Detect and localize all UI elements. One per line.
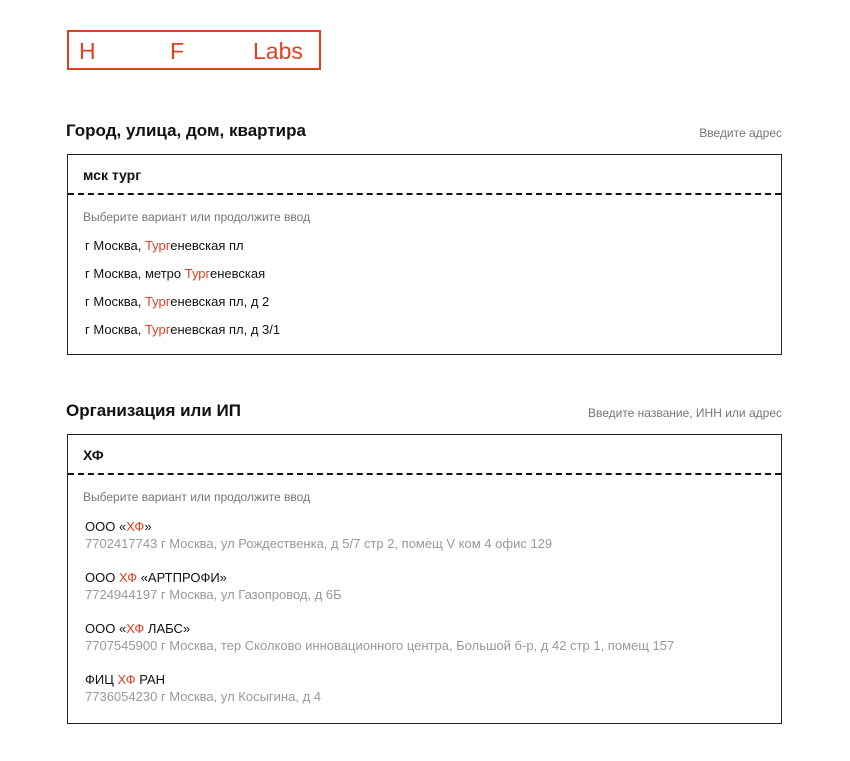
logo-letter-f: F <box>170 38 185 64</box>
party-suggestions-list <box>68 475 781 723</box>
address-suggestion[interactable] <box>83 316 766 344</box>
address-hint: Введите адрес <box>699 126 782 140</box>
suggestion-prefix: г Москва, <box>85 322 145 337</box>
party-name-suffix: «АРТПРОФИ» <box>137 570 227 585</box>
party-details: 7724944197 г Москва, ул Газопровод, д 6Б <box>85 587 342 602</box>
party-name-suffix: ЛАБС» <box>144 621 191 636</box>
suggestion-match: Тург <box>144 294 171 309</box>
party-suggestion[interactable] <box>83 616 766 660</box>
address-input[interactable] <box>68 155 781 193</box>
address-list-hint: Выберите вариант или продолжите ввод <box>83 210 311 224</box>
party-name-prefix: ООО <box>85 570 119 585</box>
logo-letter-h: H <box>79 38 96 64</box>
party-suggestion[interactable] <box>83 514 766 558</box>
address-suggestion[interactable] <box>83 260 766 288</box>
hf-labs-logo <box>67 30 321 70</box>
party-input[interactable] <box>68 435 781 473</box>
suggestion-suffix: еневская <box>210 266 266 281</box>
suggestion-match: Тург <box>144 238 171 253</box>
party-suggestion[interactable] <box>83 565 766 609</box>
party-details: 7702417743 г Москва, ул Рождественка, д 5/7 стр 2, помещ V ком 4 офис 129 <box>85 536 553 551</box>
party-name-match: ХФ <box>126 621 145 636</box>
party-hint: Введите название, ИНН или адрес <box>587 406 782 420</box>
party-section-title: Организация или ИП <box>66 401 241 420</box>
party-suggestions-box <box>67 434 782 724</box>
suggestion-suffix: еневская пл <box>170 238 244 253</box>
party-details: 7736054230 г Москва, ул Косыгина, д 4 <box>85 689 321 704</box>
suggestion-prefix: г Москва, метро <box>85 266 185 281</box>
party-name <box>85 671 764 688</box>
suggestion-suffix: еневская пл, д 3/1 <box>170 322 281 337</box>
party-name-prefix: ООО « <box>85 519 127 534</box>
suggestion-match: Тург <box>184 266 210 281</box>
suggestion-suffix: еневская пл, д 2 <box>170 294 270 309</box>
party-name-suffix: РАН <box>135 672 166 687</box>
party-input-value[interactable]: ХФ <box>83 447 104 463</box>
party-name-prefix: ООО « <box>85 621 127 636</box>
address-suggestions-list <box>68 195 781 354</box>
address-section-title: Город, улица, дом, квартира <box>66 121 306 140</box>
address-input-value[interactable]: мск тург <box>83 167 142 183</box>
suggestion-prefix: г Москва, <box>85 294 145 309</box>
party-name-match: ХФ <box>118 570 138 585</box>
logo-labs: Labs <box>253 38 303 64</box>
party-list-hint: Выберите вариант или продолжите ввод <box>83 490 311 504</box>
party-details: 7707545900 г Москва, тер Сколково инновационного центра, Большой б-р, д 42 стр 1, помещ 157 <box>85 638 675 653</box>
address-suggestions-box <box>67 154 782 355</box>
address-suggestion[interactable] <box>83 288 766 316</box>
address-suggestion[interactable] <box>83 232 766 260</box>
party-name-suffix: » <box>144 519 152 534</box>
party-name <box>85 518 764 535</box>
party-suggestion[interactable] <box>83 667 766 711</box>
party-name-match: ХФ <box>126 519 145 534</box>
party-name-prefix: ФИЦ <box>85 672 118 687</box>
party-name-match: ХФ <box>117 672 136 687</box>
party-name <box>85 569 764 586</box>
suggestion-prefix: г Москва, <box>85 238 145 253</box>
suggestion-match: Тург <box>144 322 171 337</box>
party-name <box>85 620 764 637</box>
